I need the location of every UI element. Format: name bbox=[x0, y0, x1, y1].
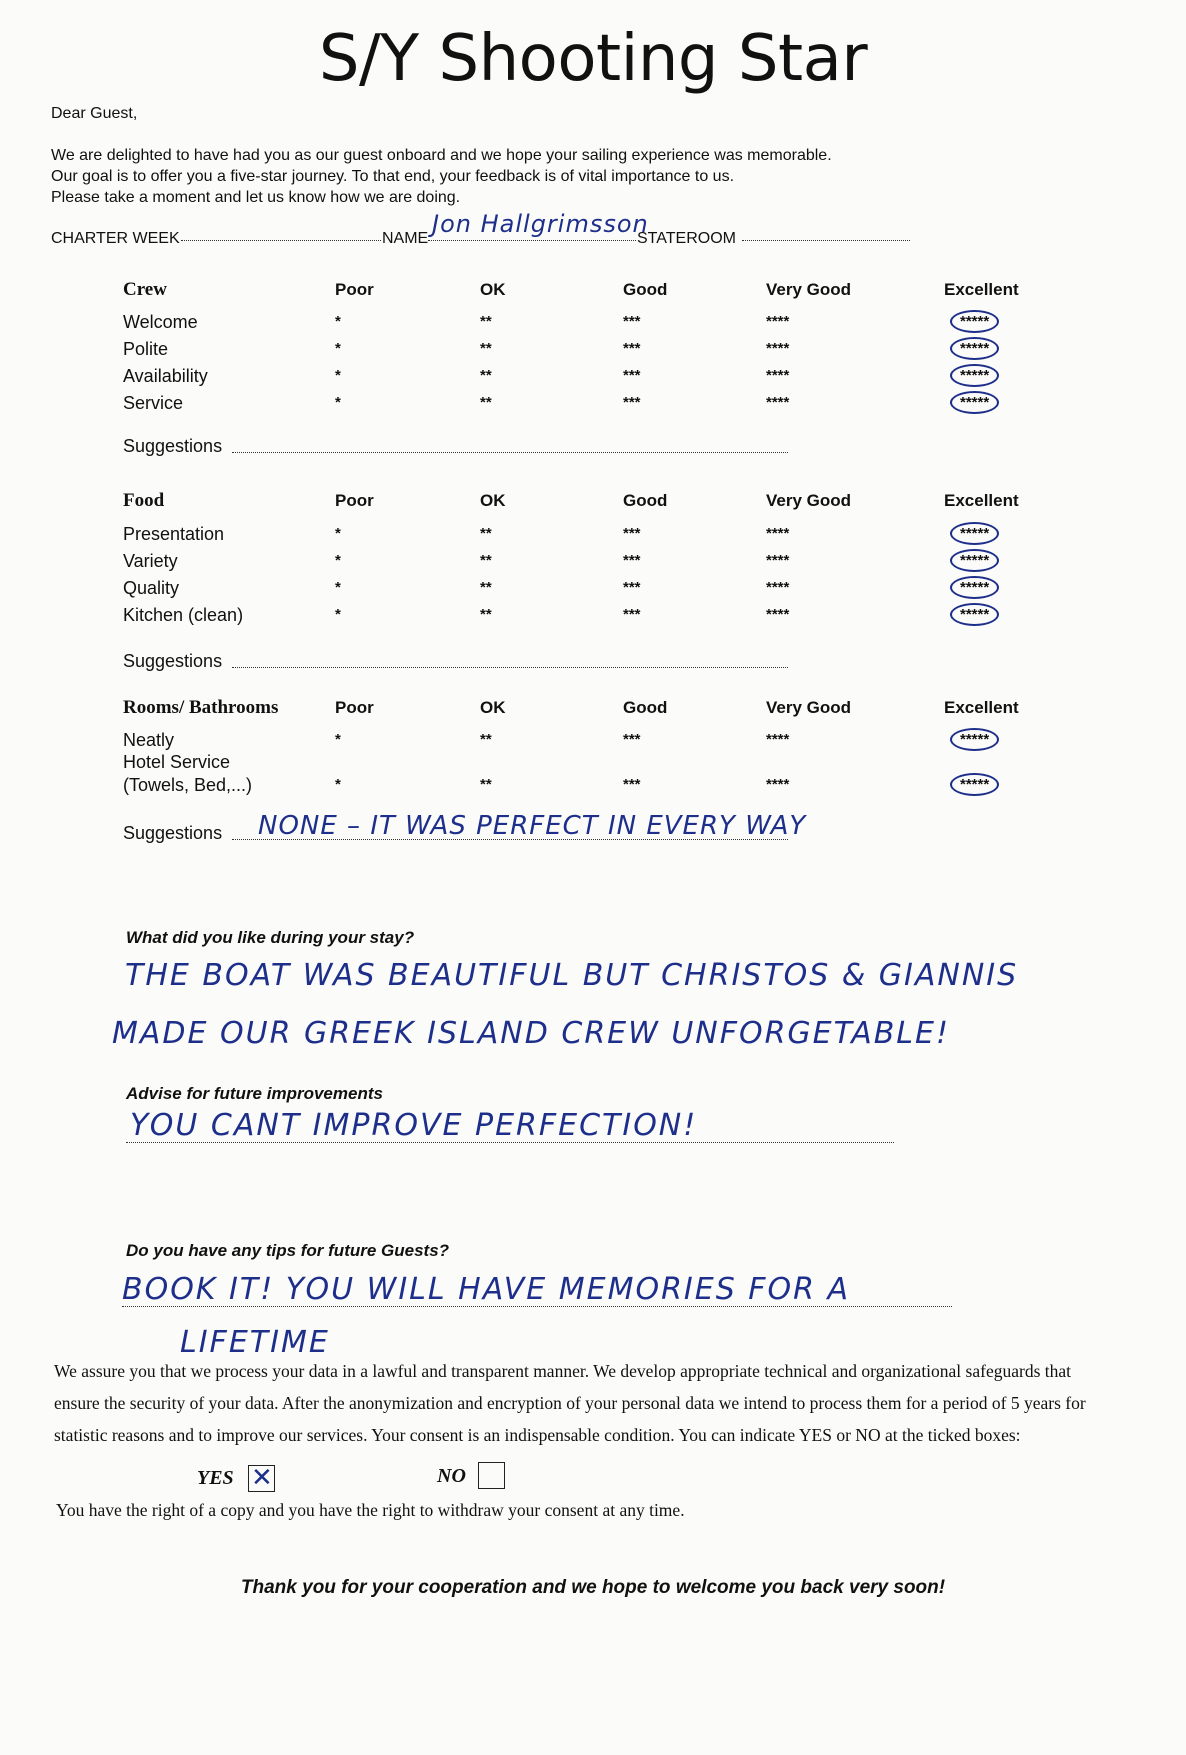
consent-line: ensure the security of your data. After the anonymization and encryption of your personal data we intend to process them for a period of 5 years for bbox=[54, 1393, 1086, 1413]
section-heading: Crew bbox=[123, 279, 167, 300]
rating-option-very-good[interactable]: **** bbox=[766, 776, 790, 793]
rating-row-label: Kitchen (clean) bbox=[123, 605, 244, 625]
rating-row-label: Service bbox=[123, 393, 184, 413]
rating-option-ok[interactable]: ** bbox=[480, 313, 492, 330]
rating-column-header: Very Good bbox=[766, 280, 852, 299]
rating-option-ok[interactable]: ** bbox=[480, 525, 492, 542]
rating-option-very-good[interactable]: **** bbox=[766, 606, 790, 623]
rating-option-good[interactable]: *** bbox=[623, 394, 641, 411]
rating-row-label: Hotel Service bbox=[123, 752, 231, 772]
answer-field[interactable] bbox=[122, 1292, 952, 1307]
rating-option-very-good[interactable]: **** bbox=[766, 579, 790, 596]
section-heading: Rooms/ Bathrooms bbox=[123, 697, 279, 718]
rating-option-poor[interactable]: * bbox=[335, 552, 341, 569]
rating-option-good[interactable]: *** bbox=[623, 776, 641, 793]
rating-column-header: Excellent bbox=[944, 491, 1019, 510]
rating-column-header: Very Good bbox=[766, 491, 852, 510]
rating-option-very-good[interactable]: **** bbox=[766, 525, 790, 542]
closing-message: Thank you for your cooperation and we hope to welcome you back very soon! bbox=[240, 1577, 946, 1598]
check-mark-icon: ✕ bbox=[251, 1462, 273, 1492]
suggestions-label: Suggestions bbox=[123, 436, 223, 456]
rating-option-good[interactable]: *** bbox=[623, 606, 641, 623]
rating-option-very-good[interactable]: **** bbox=[766, 313, 790, 330]
rating-column-header: OK bbox=[480, 698, 506, 717]
suggestions-field[interactable] bbox=[232, 438, 788, 453]
answer-line: MADE OUR GREEK ISLAND CREW UNFORGETABLE! bbox=[112, 1016, 950, 1051]
rating-option-poor[interactable]: * bbox=[335, 731, 341, 748]
consent-no-label: NO bbox=[437, 1465, 466, 1487]
rating-option-ok[interactable]: ** bbox=[480, 340, 492, 357]
rating-row-sublabel: (Towels, Bed,...) bbox=[123, 775, 253, 795]
rating-option-poor[interactable]: * bbox=[335, 525, 341, 542]
rating-option-ok[interactable]: ** bbox=[480, 606, 492, 623]
rating-option-good[interactable]: *** bbox=[623, 731, 641, 748]
rating-option-ok[interactable]: ** bbox=[480, 731, 492, 748]
question-label: Do you have any tips for future Guests? bbox=[126, 1241, 450, 1260]
intro-line: Please take a moment and let us know how we are doing. bbox=[51, 189, 461, 206]
rating-option-excellent[interactable]: ***** bbox=[950, 337, 999, 360]
rating-option-very-good[interactable]: **** bbox=[766, 731, 790, 748]
rating-column-header: Very Good bbox=[766, 698, 852, 717]
rating-option-ok[interactable]: ** bbox=[480, 552, 492, 569]
rating-option-poor[interactable]: * bbox=[335, 367, 341, 384]
rating-column-header: Excellent bbox=[944, 698, 1019, 717]
question-label: Advise for future improvements bbox=[126, 1084, 383, 1103]
rating-option-very-good[interactable]: **** bbox=[766, 340, 790, 357]
consent-yes-label: YES bbox=[197, 1467, 234, 1489]
rating-option-excellent[interactable]: ***** bbox=[950, 391, 999, 414]
section-heading: Food bbox=[123, 490, 165, 511]
consent-line: statistic reasons and to improve our services. Your consent is an indispensable condition. You can indicate YES or NO at the ticked boxes: bbox=[54, 1425, 1021, 1445]
intro-line: Our goal is to offer you a five-star journey. To that end, your feedback is of vital importance to us. bbox=[51, 168, 735, 185]
rating-row-label: Quality bbox=[123, 578, 180, 598]
rating-column-header: Good bbox=[623, 491, 668, 510]
rating-option-very-good[interactable]: **** bbox=[766, 394, 790, 411]
rating-row-label: Welcome bbox=[123, 312, 198, 332]
rating-column-header: OK bbox=[480, 280, 506, 299]
rating-option-ok[interactable]: ** bbox=[480, 367, 492, 384]
rating-column-header: Good bbox=[623, 698, 668, 717]
answer-line: BOOK IT! YOU WILL HAVE MEMORIES FOR A bbox=[122, 1272, 851, 1307]
name-label: NAME bbox=[382, 230, 429, 247]
name-value: Jon Hallgrimsson bbox=[432, 210, 649, 238]
answer-line: THE BOAT WAS BEAUTIFUL BUT CHRISTOS & GIANNIS bbox=[125, 958, 1019, 993]
rating-option-poor[interactable]: * bbox=[335, 313, 341, 330]
rating-option-good[interactable]: *** bbox=[623, 340, 641, 357]
rating-row-label: Neatly bbox=[123, 730, 175, 750]
answer-line: YOU CANT IMPROVE PERFECTION! bbox=[130, 1108, 698, 1143]
rating-row-label: Polite bbox=[123, 339, 169, 359]
rating-option-excellent[interactable]: ***** bbox=[950, 773, 999, 796]
rating-option-good[interactable]: *** bbox=[623, 367, 641, 384]
rights-text: You have the right of a copy and you have the right to withdraw your consent at any time. bbox=[56, 1500, 685, 1520]
rating-option-excellent[interactable]: ***** bbox=[950, 522, 999, 545]
rating-row-label: Presentation bbox=[123, 524, 225, 544]
rating-option-very-good[interactable]: **** bbox=[766, 367, 790, 384]
rating-option-excellent[interactable]: ***** bbox=[950, 603, 999, 626]
rating-column-header: Excellent bbox=[944, 280, 1019, 299]
consent-yes-checkbox[interactable] bbox=[248, 1462, 275, 1492]
rating-option-poor[interactable]: * bbox=[335, 340, 341, 357]
rating-column-header: Poor bbox=[335, 698, 374, 717]
rating-option-poor[interactable]: * bbox=[335, 394, 341, 411]
rating-column-header: OK bbox=[480, 491, 506, 510]
suggestions-label: Suggestions bbox=[123, 823, 223, 843]
rating-option-excellent[interactable]: ***** bbox=[950, 310, 999, 333]
rating-option-poor[interactable]: * bbox=[335, 579, 341, 596]
question-label: What did you like during your stay? bbox=[126, 928, 415, 947]
stateroom-label: STATEROOM bbox=[637, 230, 736, 247]
consent-no-checkbox[interactable] bbox=[478, 1462, 505, 1489]
rating-option-good[interactable]: *** bbox=[623, 552, 641, 569]
rating-row-label: Variety bbox=[123, 551, 178, 571]
rating-row-label: Availability bbox=[123, 366, 208, 386]
rating-option-excellent[interactable]: ***** bbox=[950, 576, 999, 599]
rating-option-ok[interactable]: ** bbox=[480, 394, 492, 411]
suggestions-field[interactable] bbox=[232, 653, 788, 668]
suggestions-value: NONE – IT WAS PERFECT IN EVERY WAY bbox=[258, 811, 807, 841]
charter-week-field[interactable] bbox=[181, 224, 381, 241]
rating-option-ok[interactable]: ** bbox=[480, 776, 492, 793]
rating-option-good[interactable]: *** bbox=[623, 313, 641, 330]
greeting: Dear Guest, bbox=[51, 105, 138, 122]
rating-option-excellent[interactable]: ***** bbox=[950, 728, 999, 751]
rating-column-header: Poor bbox=[335, 280, 374, 299]
answer-field[interactable] bbox=[126, 1128, 894, 1143]
rating-column-header: Good bbox=[623, 280, 668, 299]
rating-option-very-good[interactable]: **** bbox=[766, 552, 790, 569]
rating-option-poor[interactable]: * bbox=[335, 776, 341, 793]
rating-option-excellent[interactable]: ***** bbox=[950, 549, 999, 572]
consent-line: We assure you that we process your data in a lawful and transparent manner. We develop appropriate technical and organizational safeguards that bbox=[54, 1361, 1071, 1381]
charter-week-label: CHARTER WEEK bbox=[51, 230, 180, 247]
suggestions-label: Suggestions bbox=[123, 651, 223, 671]
answer-line: LIFETIME bbox=[180, 1325, 330, 1360]
intro-line: We are delighted to have had you as our guest onboard and we hope your sailing experience was memorable. bbox=[51, 147, 832, 164]
rating-column-header: Poor bbox=[335, 491, 374, 510]
stateroom-field[interactable] bbox=[742, 224, 910, 241]
rating-option-excellent[interactable]: ***** bbox=[950, 364, 999, 387]
rating-option-ok[interactable]: ** bbox=[480, 579, 492, 596]
rating-option-good[interactable]: *** bbox=[623, 579, 641, 596]
rating-option-poor[interactable]: * bbox=[335, 606, 341, 623]
rating-option-good[interactable]: *** bbox=[623, 525, 641, 542]
form-title: S/Y Shooting Star bbox=[318, 22, 868, 96]
